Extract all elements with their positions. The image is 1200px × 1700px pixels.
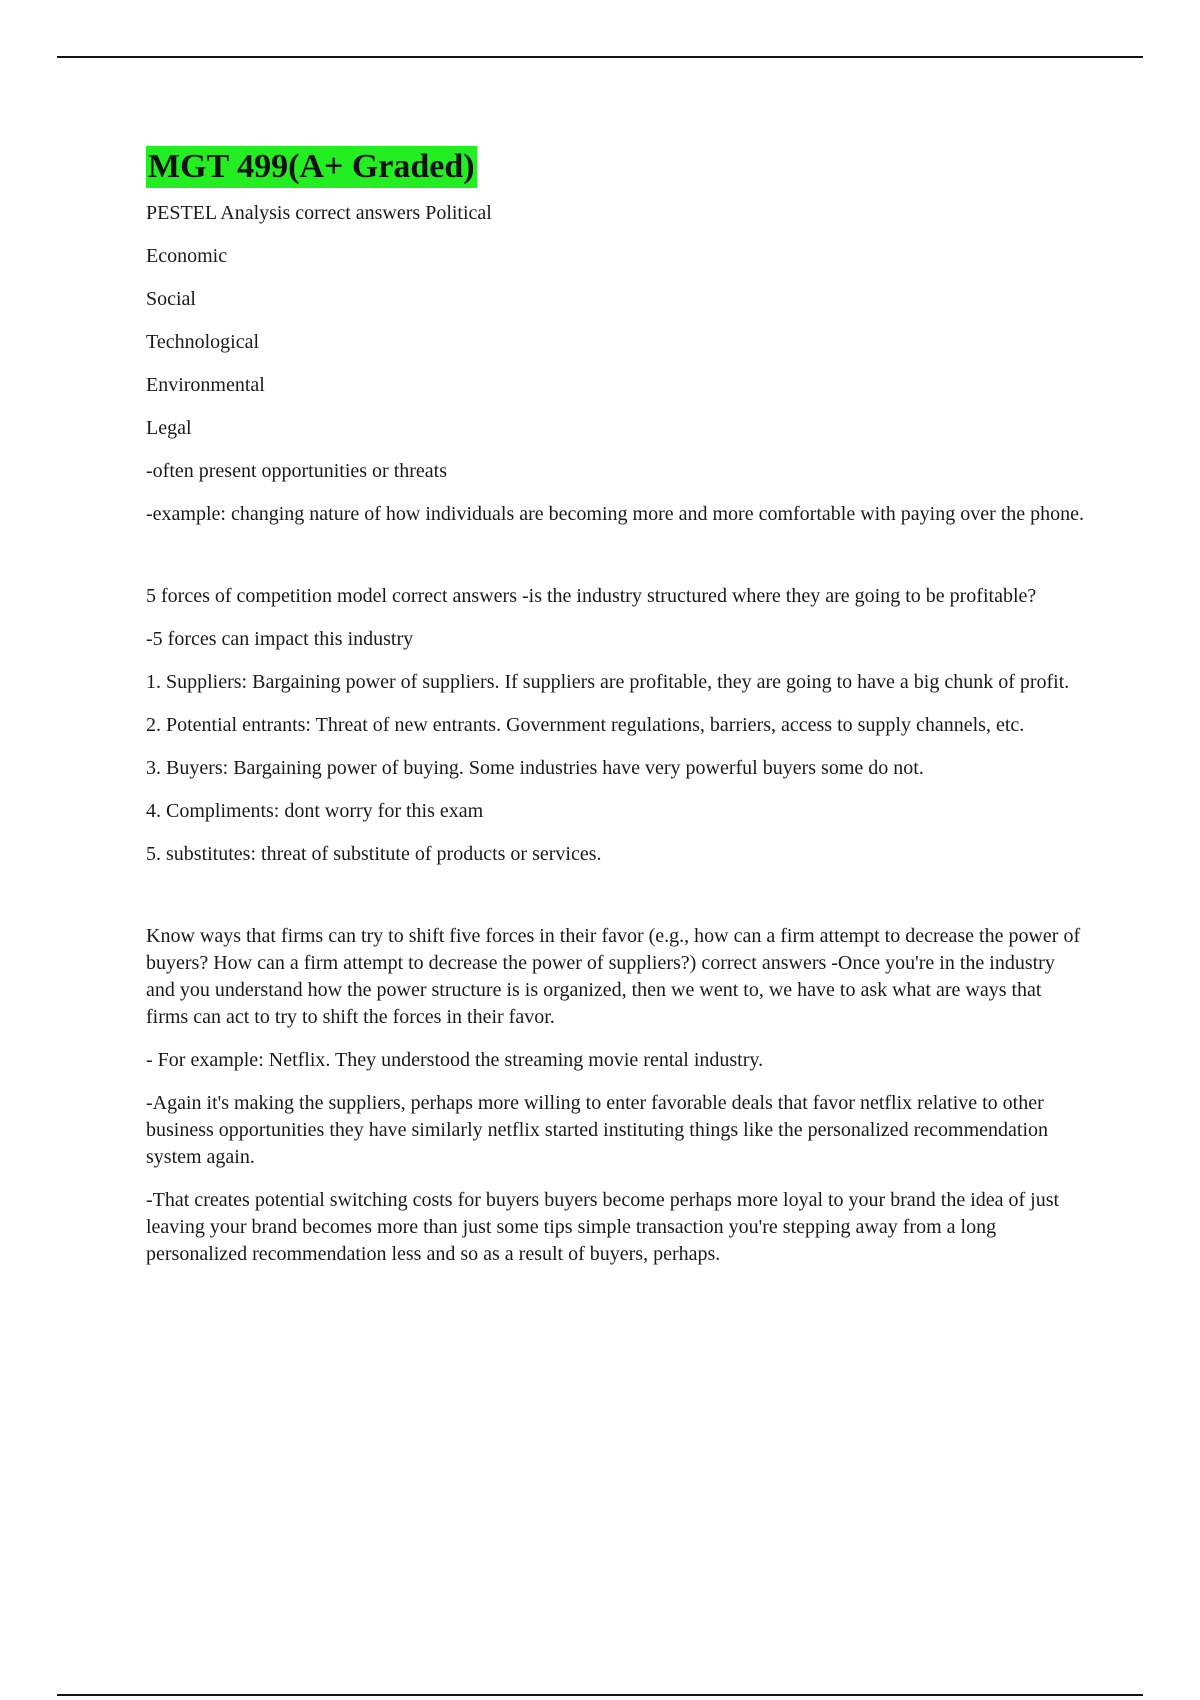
paragraph: 3. Buyers: Bargaining power of buying. Some industries have very powerful buyers some do not.	[146, 757, 924, 779]
document-title: MGT 499(A+ Graded)	[146, 146, 477, 188]
paragraph: 1. Suppliers: Bargaining power of suppliers. If suppliers are profitable, they are going to have a big chunk of profit.	[146, 671, 1070, 693]
document-body	[146, 146, 1086, 1268]
bottom-rule	[57, 1694, 1143, 1696]
paragraph: Environmental	[146, 374, 265, 396]
paragraph: -5 forces can impact this industry	[146, 628, 414, 650]
section-pestel	[146, 200, 1086, 528]
paragraph: Legal	[146, 417, 192, 439]
paragraph: -often present opportunities or threats	[146, 460, 448, 482]
section-shift-forces	[146, 923, 1086, 1268]
paragraph: 2. Potential entrants: Threat of new entrants. Government regulations, barriers, access to supply channels, etc.	[146, 714, 1025, 736]
paragraph: -example: changing nature of how individuals are becoming more and more comfortable with paying over the phone.	[146, 503, 1085, 525]
paragraph: PESTEL Analysis correct answers Political	[146, 202, 492, 224]
paragraph: Know ways that firms can try to shift five forces in their favor (e.g., how can a firm attempt to decrease the power of buyers? How can a firm attempt to decrease the power of suppliers?) correct answers -Once you're in the industry and you understand how the power structure is is organized, then we went to, we have to ask what are ways that firms can act to try to shift the forces in their favor.	[146, 925, 1081, 1028]
paragraph: 4. Compliments: dont worry for this exam	[146, 800, 484, 822]
paragraph: 5 forces of competition model correct answers -is the industry structured where they are going to be profitable?	[146, 585, 1037, 607]
paragraph: -Again it's making the suppliers, perhaps more willing to enter favorable deals that favor netflix relative to other business opportunities they have similarly netflix started instituting things like the personalized recommendation system again.	[146, 1092, 1049, 1168]
paragraph: Technological	[146, 331, 259, 353]
paragraph: Social	[146, 288, 196, 310]
paragraph: 5. substitutes: threat of substitute of products or services.	[146, 843, 602, 865]
paragraph: Economic	[146, 245, 228, 267]
section-five-forces	[146, 583, 1086, 868]
paragraph: - For example: Netflix. They understood the streaming movie rental industry.	[146, 1049, 764, 1071]
top-rule	[57, 56, 1143, 58]
paragraph: -That creates potential switching costs for buyers buyers become perhaps more loyal to your brand the idea of just leaving your brand becomes more than just some tips simple transaction you're stepping away from a long personalized recommendation less and so as a result of buyers, perhaps.	[146, 1189, 1060, 1265]
